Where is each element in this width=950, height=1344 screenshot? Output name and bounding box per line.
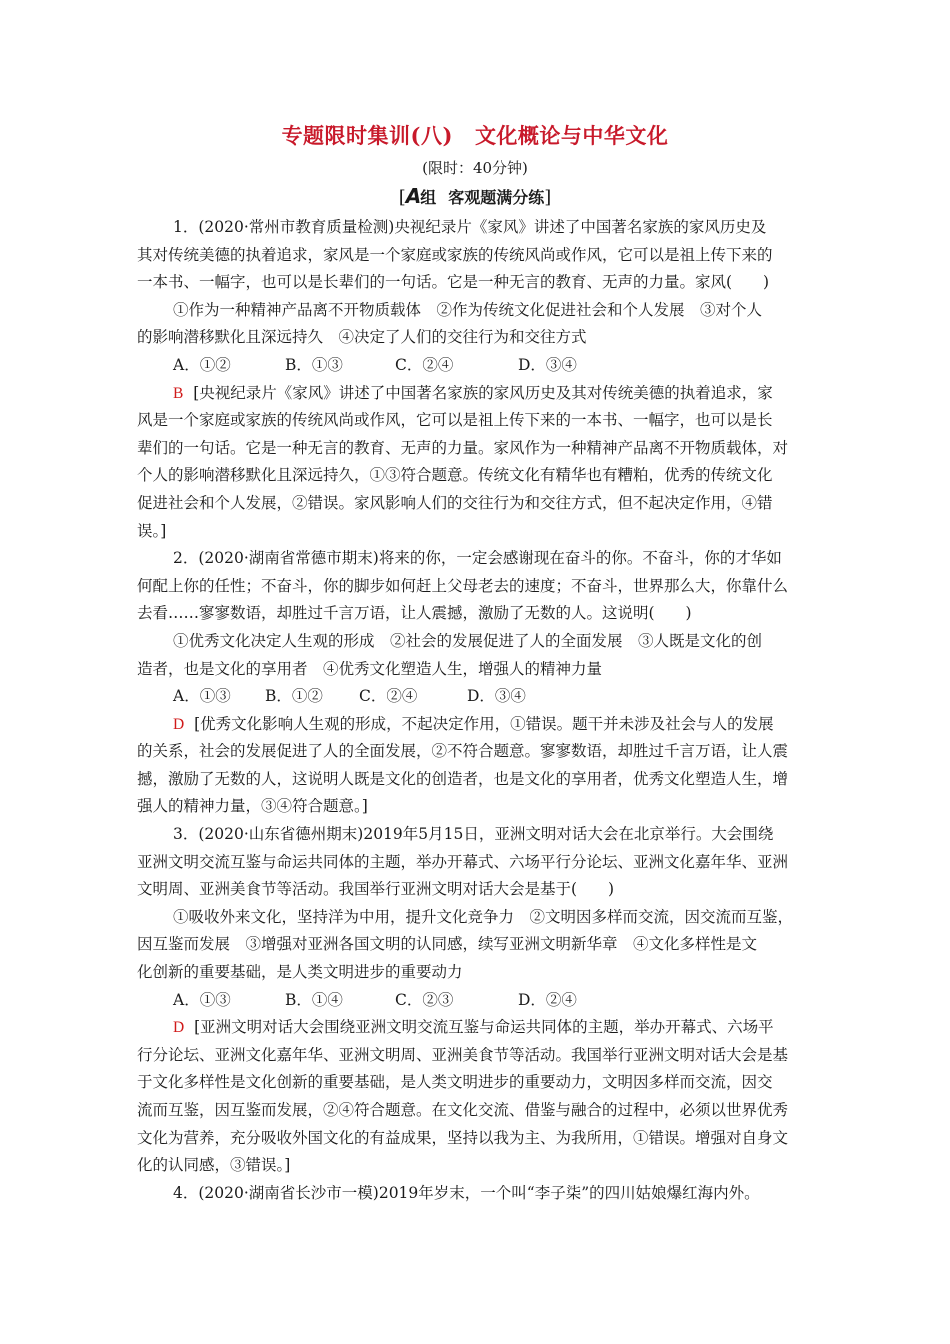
choice-line: 化创新的重要基础，是人类文明进步的重要动力 xyxy=(137,963,463,982)
explanation-line: 的关系，社会的发展促进了人的全面发展，②不符合题意。寥寥数语，却胜过千言万语，让人震 xyxy=(137,742,789,761)
section-group-letter: A xyxy=(405,184,421,208)
explanation-text: [亚洲文明对话大会围绕亚洲文明交流互鉴与命运共同体的主题，举办开幕式、六场平 xyxy=(194,1018,774,1037)
section-heading xyxy=(0,184,950,208)
question-stem-line: 1．(2020·常州市教育质量检测)央视纪录片《家风》讲述了中国著名家族的家风历史及 xyxy=(173,218,767,236)
explanation-line: 辈们的一句话。它是一种无言的教育、无声的力量。家风作为一种精神产品离不开物质载体，对 xyxy=(137,438,789,457)
question-stem-line: 2．(2020·湖南省常德市期末)将来的你，一定会感谢现在奋斗的你。不奋斗，你的才华如 xyxy=(173,549,782,568)
question-list xyxy=(137,214,817,1207)
choice-line: 因互鉴而发展 ③增强对亚洲各国文明的认同感，续写亚洲文明新华章 ④文化多样性是文 xyxy=(137,935,758,954)
question-stem-line: 去看……寥寥数语，却胜过千言万语，让人震撼，激励了无数的人。这说明( ) xyxy=(137,604,692,623)
title-series: 专题限时集训(八) xyxy=(281,123,453,148)
question-stem-line: 何配上你的任性；不奋斗，你的脚步如何赶上父母老去的速度；不奋斗，世界那么大，你靠什么 xyxy=(137,576,789,595)
choice-line: ①吸收外来文化，坚持洋为中用，提升文化竞争力 ②文明因多样而交流，因交流而互鉴， xyxy=(173,907,794,926)
explanation-line: 化的认同感，③错误。] xyxy=(137,1156,291,1175)
explanation-line: 行分论坛、亚洲文化嘉年华、亚洲文明周、亚洲美食节等活动。我国举行亚洲文明对话大会是基 xyxy=(137,1045,789,1064)
choice-line: ①优秀文化决定人生观的形成 ②社会的发展促进了人的全面发展 ③人既是文化的创 xyxy=(173,631,763,650)
question-stem-line: 亚洲文明交流互鉴与命运共同体的主题，举办开幕式、六场平行分论坛、亚洲文化嘉年华、亚洲 xyxy=(137,852,789,871)
option-a: A．①③ xyxy=(173,687,231,706)
option-c: C．②③ xyxy=(395,990,454,1009)
option-a: A．①② xyxy=(173,355,231,374)
answer-letter: D xyxy=(173,715,185,733)
answer-letter: D xyxy=(173,1019,185,1037)
explanation-line: 误。] xyxy=(137,521,167,540)
explanation-line xyxy=(137,711,817,739)
question-stem-line: 4．(2020·湖南省长沙市一模)2019年岁末，一个叫“李子柒”的四川姑娘爆红海内外。 xyxy=(173,1183,760,1202)
section-name: 客观题满分练 xyxy=(448,188,545,207)
question-4 xyxy=(137,1180,817,1208)
option-d: D．②④ xyxy=(518,990,577,1009)
explanation-line: 流而互鉴，因互鉴而发展，②④符合题意。在文化交流、借鉴与融合的过程中，必须以世界优秀 xyxy=(137,1101,789,1119)
section-bracket-open: [ xyxy=(398,187,406,208)
options-row xyxy=(137,352,817,380)
explanation-line: 个人的影响潜移默化且深远持久，①③符合题意。传统文化有精华也有糟粕，优秀的传统文化 xyxy=(137,466,773,485)
option-d: D．③④ xyxy=(467,687,526,706)
explanation-text: [优秀文化影响人生观的形成，不起决定作用，①错误。题干并未涉及社会与人的发展 xyxy=(194,714,774,733)
explanation-line: 促进社会和个人发展，②错误。家风影响人们的交往行为和交往方式，但不起决定作用，④错 xyxy=(137,493,773,512)
options-row xyxy=(137,683,817,711)
section-bracket-close: ] xyxy=(544,187,552,208)
explanation-line: 风是一个家庭或家族的传统风尚或作风，它可以是祖上传下来的一本书、一幅字，也可以是长 xyxy=(137,411,773,430)
explanation-line xyxy=(137,380,817,408)
option-b: B．①③ xyxy=(285,355,343,374)
choice-line: 的影响潜移默化且深远持久 ④决定了人们的交往行为和交往方式 xyxy=(137,328,587,347)
time-limit: (限时：40分钟) xyxy=(422,159,528,177)
explanation-text: [央视纪录片《家风》讲述了中国著名家族的家风历史及其对传统美德的执着追求，家 xyxy=(193,383,773,402)
options-row xyxy=(137,987,817,1015)
option-a: A．①③ xyxy=(173,990,231,1009)
section-group-label: 组 xyxy=(420,188,437,207)
question-stem-line: 其对传统美德的执着追求，家风是一个家庭或家族的传统风尚或作风，它可以是祖上传下来的 xyxy=(137,245,773,264)
choice-line: 造者，也是文化的享用者 ④优秀文化塑造人生，增强人的精神力量 xyxy=(137,659,603,678)
option-b: B．①④ xyxy=(285,990,343,1009)
page-title xyxy=(0,120,950,150)
option-c: C．②④ xyxy=(359,687,418,706)
explanation-line: 强人的精神力量，③④符合题意。] xyxy=(137,797,368,816)
option-b: B．①② xyxy=(265,687,323,706)
question-1 xyxy=(137,214,817,545)
explanation-line: 撼，激励了无数的人，这说明人既是文化的创造者，也是文化的享用者，优秀文化塑造人生，增 xyxy=(137,769,789,788)
option-d: D．③④ xyxy=(518,355,577,374)
title-topic: 文化概论与中华文化 xyxy=(474,123,669,148)
question-stem-line: 文明周、亚洲美食节等活动。我国举行亚洲文明对话大会是基于( ) xyxy=(137,880,615,899)
question-stem-line: 一本书、一幅字，也可以是长辈们的一句话。它是一种无言的教育、无声的力量。家风( ) xyxy=(137,273,770,292)
explanation-line: 于文化多样性是文化创新的重要基础，是人类文明进步的重要动力，文明因多样而交流，因交 xyxy=(137,1073,773,1092)
question-3 xyxy=(137,821,817,1180)
explanation-line: 文化为营养，充分吸收外国文化的有益成果，坚持以我为主、为我所用，①错误。增强对自身文 xyxy=(137,1128,789,1147)
choice-line: ①作为一种精神产品离不开物质载体 ②作为传统文化促进社会和个人发展 ③对个人 xyxy=(173,300,763,319)
answer-letter: B xyxy=(173,384,184,402)
question-stem-line: 3．(2020·山东省德州期末)2019年5月15日，亚洲文明对话大会在北京举行。大会围绕 xyxy=(173,825,774,844)
question-2 xyxy=(137,545,817,821)
option-c: C．②④ xyxy=(395,355,454,374)
explanation-line xyxy=(137,1014,817,1042)
